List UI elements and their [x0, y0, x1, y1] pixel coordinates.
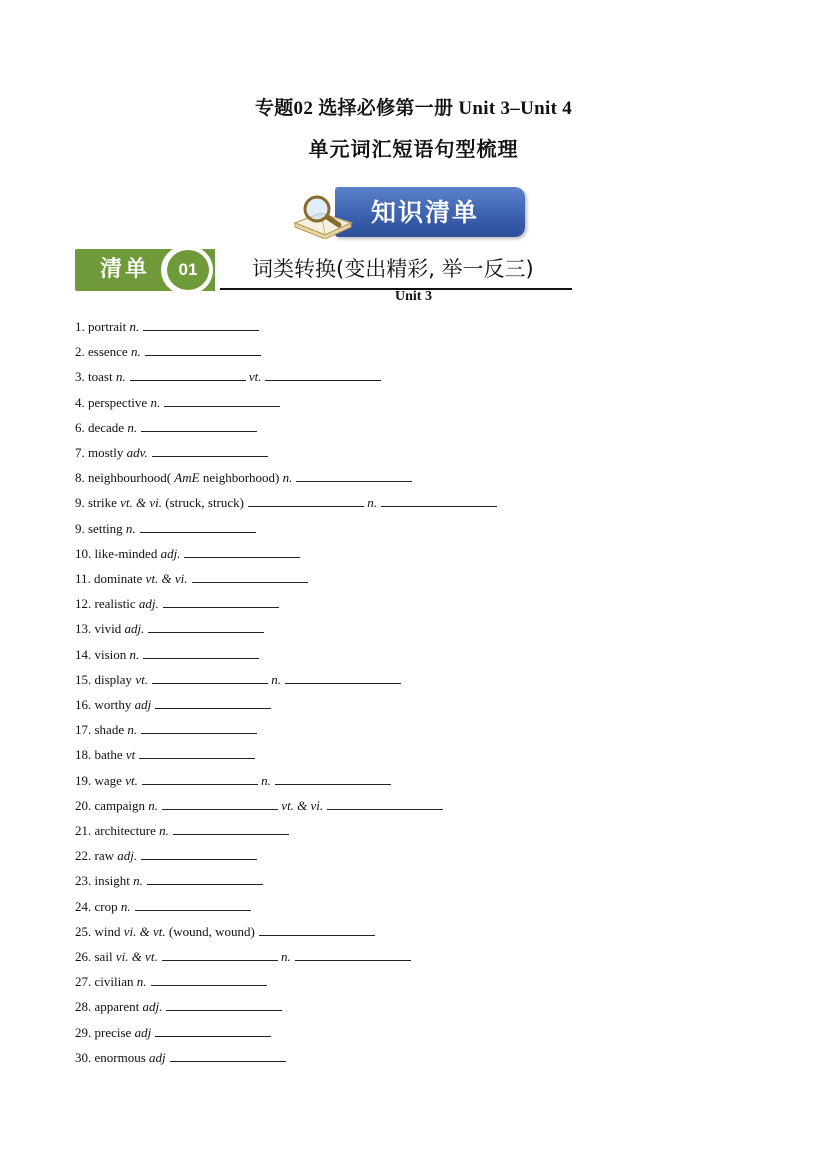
item-number: 16. — [75, 697, 95, 712]
item-pos: n. — [159, 823, 169, 838]
item-word: portrait — [88, 319, 130, 334]
item-word: strike — [88, 495, 121, 511]
item-word: perspective — [88, 394, 151, 410]
answer-blank-second[interactable] — [265, 368, 381, 381]
item-word: decade — [88, 419, 128, 435]
vocab-item — [75, 797, 443, 814]
answer-blank[interactable] — [163, 595, 279, 608]
answer-blank[interactable] — [152, 444, 268, 457]
item-number: 20. — [75, 797, 95, 813]
answer-blank[interactable] — [164, 394, 280, 407]
vocab-item — [75, 419, 257, 436]
answer-blank[interactable] — [141, 847, 257, 860]
item-number: 18. — [75, 747, 95, 763]
item-word: display — [94, 671, 136, 687]
item-pos: n. — [127, 722, 138, 738]
answer-blank[interactable] — [170, 1049, 286, 1062]
item-word: civilian — [94, 974, 137, 990]
vocab-item — [75, 520, 256, 537]
item-word: like-minded — [94, 545, 161, 561]
item-number: 15. — [75, 671, 95, 687]
item-pos-second: vt. — [248, 369, 262, 385]
item-number: 7. — [75, 445, 88, 460]
answer-blank[interactable] — [152, 671, 268, 684]
vocab-item — [75, 595, 279, 612]
item-pos: n. — [115, 369, 126, 385]
item-pos: n. — [129, 646, 140, 662]
item-word: realistic — [94, 596, 139, 612]
vocab-item — [75, 772, 391, 789]
answer-blank[interactable] — [140, 520, 256, 533]
item-word: wage — [94, 772, 126, 788]
vocab-item — [75, 646, 259, 663]
vocab-item — [75, 998, 282, 1015]
item-number: 30. — [75, 1049, 95, 1065]
item-pos: n. — [148, 797, 159, 813]
item-word: apparent — [94, 999, 143, 1015]
item-number: 8. — [75, 470, 88, 486]
answer-blank[interactable] — [259, 923, 375, 936]
item-number: 11. — [75, 571, 95, 586]
item-word: architecture — [94, 823, 160, 838]
item-pos: vi. & vt. — [123, 923, 166, 939]
item-number: 21. — [75, 823, 95, 838]
item-number: 24. — [75, 898, 95, 914]
vocab-item — [75, 545, 300, 562]
vocab-item — [75, 343, 261, 360]
item-pos: vi. & vt. — [115, 949, 158, 964]
item-pos: adv. — [126, 445, 148, 460]
item-pos: adj — [134, 1024, 152, 1040]
item-pos: n. — [129, 319, 140, 334]
item-pos-second: n. — [271, 671, 281, 687]
book-magnifier-icon — [289, 193, 359, 239]
vocab-item — [75, 1049, 286, 1066]
answer-blank[interactable] — [162, 797, 278, 810]
item-pos: vt. — [125, 772, 138, 788]
vocab-item — [75, 494, 497, 511]
item-pos: adj. — [117, 848, 138, 864]
item-number: 26. — [75, 949, 95, 964]
item-pos: n. — [133, 873, 143, 889]
item-extra: (wound, wound) — [165, 923, 255, 939]
item-number: 14. — [75, 646, 95, 662]
item-word: bathe — [94, 747, 126, 763]
item-word: raw — [94, 848, 118, 864]
item-pos: n. — [127, 419, 138, 435]
answer-blank[interactable] — [147, 872, 263, 885]
item-number: 25. — [75, 923, 95, 939]
item-pos: vt. & vi. — [145, 571, 188, 586]
item-pos-second: n. — [261, 772, 271, 788]
item-number: 6. — [75, 419, 88, 435]
item-word: precise — [94, 1024, 135, 1040]
vocab-item — [75, 368, 381, 385]
answer-blank-second[interactable] — [295, 948, 411, 961]
item-pos: vt — [125, 747, 136, 763]
item-extra: neighborhood) — [199, 470, 280, 486]
vocab-item — [75, 620, 264, 637]
answer-blank[interactable] — [173, 822, 289, 835]
vocab-item — [75, 923, 375, 940]
vocab-item — [75, 721, 257, 738]
answer-blank-second[interactable] — [381, 494, 497, 507]
item-pos: adj. — [138, 596, 159, 612]
item-pos: n. — [130, 344, 141, 360]
item-pos: adj. — [142, 999, 163, 1015]
item-pos: n. — [150, 394, 161, 410]
item-number: 1. — [75, 319, 88, 334]
answer-blank[interactable] — [148, 620, 264, 633]
item-pos: vt. & vi. — [120, 495, 163, 511]
vocab-item — [75, 746, 255, 763]
item-word: neighbourhood( — [88, 470, 175, 486]
item-word: dominate — [94, 571, 146, 586]
answer-blank-second[interactable] — [327, 797, 443, 810]
item-pos: adj — [149, 1049, 166, 1065]
item-pos: n. — [120, 898, 131, 914]
item-number: 9. — [75, 520, 88, 536]
answer-blank[interactable] — [143, 318, 259, 331]
document-title: 专题02 选择必修第一册 Unit 3–Unit 4 — [254, 98, 573, 119]
item-pos: adj. — [124, 621, 145, 637]
item-number: 28. — [75, 999, 95, 1015]
vocab-item — [75, 394, 280, 411]
item-number: 2. — [75, 344, 88, 360]
vocab-item — [75, 570, 308, 587]
vocab-item — [75, 318, 259, 335]
knowledge-list-banner — [289, 183, 529, 241]
item-word: crop — [94, 898, 121, 914]
vocab-item — [75, 973, 267, 990]
section-tag-number: 01 — [167, 250, 209, 290]
item-number: 13. — [75, 621, 95, 637]
vocab-item — [75, 1024, 271, 1041]
item-word: wind — [94, 923, 124, 939]
item-pos: n. — [136, 974, 147, 990]
vocab-item — [75, 898, 251, 915]
answer-blank[interactable] — [296, 469, 412, 482]
item-number: 27. — [75, 974, 95, 990]
section-title: 词类转换(变出精彩, 举一反三) — [252, 257, 534, 281]
answer-blank[interactable] — [141, 419, 257, 432]
answer-blank[interactable] — [184, 545, 300, 558]
item-word: essence — [88, 344, 131, 360]
item-pos-second: vt. & vi. — [281, 797, 324, 813]
item-pos: n. — [125, 520, 136, 536]
item-pos-second: n. — [367, 495, 377, 511]
item-pos: adj — [134, 697, 152, 712]
answer-blank[interactable] — [155, 1024, 271, 1037]
section-tag-label: 清单 — [100, 257, 151, 282]
item-word: setting — [88, 520, 126, 536]
item-number: 3. — [75, 369, 88, 385]
vocab-item — [75, 469, 412, 486]
item-word: sail — [94, 949, 116, 964]
vocab-item — [75, 847, 257, 864]
answer-blank[interactable] — [141, 721, 257, 734]
unit-label: Unit 3 — [395, 289, 432, 304]
answer-blank[interactable] — [248, 494, 364, 507]
item-word: vision — [94, 646, 130, 662]
item-number: 4. — [75, 394, 88, 410]
answer-blank[interactable] — [145, 343, 261, 356]
answer-blank[interactable] — [162, 948, 278, 961]
item-number: 17. — [75, 722, 95, 738]
vocab-item — [75, 444, 268, 461]
vocab-item — [75, 872, 263, 889]
item-word: campaign — [94, 797, 149, 813]
item-word: vivid — [94, 621, 125, 637]
answer-blank[interactable] — [143, 646, 259, 659]
item-number: 29. — [75, 1024, 95, 1040]
item-extra: (struck, struck) — [162, 495, 244, 511]
item-pos: adj. — [160, 545, 181, 561]
vocab-item — [75, 822, 289, 839]
answer-blank[interactable] — [142, 772, 258, 785]
vocab-item — [75, 696, 271, 713]
item-pos: n. — [282, 470, 293, 486]
item-number: 22. — [75, 848, 95, 864]
answer-blank-second[interactable] — [285, 671, 401, 684]
item-number: 10. — [75, 545, 95, 561]
vocab-item — [75, 671, 401, 688]
item-number: 9. — [75, 495, 88, 511]
item-word: toast — [88, 369, 116, 385]
banner-label: 知识清单 — [371, 198, 480, 227]
item-number: 23. — [75, 873, 95, 889]
item-word: mostly — [88, 445, 127, 460]
document-subtitle: 单元词汇短语句型梳理 — [308, 139, 519, 161]
item-word: worthy — [94, 697, 135, 712]
item-pos-second: n. — [280, 949, 291, 964]
answer-blank[interactable] — [155, 696, 271, 709]
item-number: 19. — [75, 772, 95, 788]
answer-blank[interactable] — [166, 998, 282, 1011]
item-word: enormous — [94, 1049, 150, 1065]
item-pos: AmE — [174, 470, 200, 486]
item-word: insight — [94, 873, 134, 889]
answer-blank[interactable] — [151, 973, 267, 986]
answer-blank[interactable] — [130, 368, 246, 381]
vocab-item — [75, 948, 411, 965]
answer-blank-second[interactable] — [275, 772, 391, 785]
item-pos: vt. — [135, 671, 148, 687]
answer-blank[interactable] — [192, 570, 308, 583]
item-number: 12. — [75, 596, 95, 612]
answer-blank[interactable] — [139, 746, 255, 759]
item-word: shade — [94, 722, 128, 738]
answer-blank[interactable] — [135, 898, 251, 911]
